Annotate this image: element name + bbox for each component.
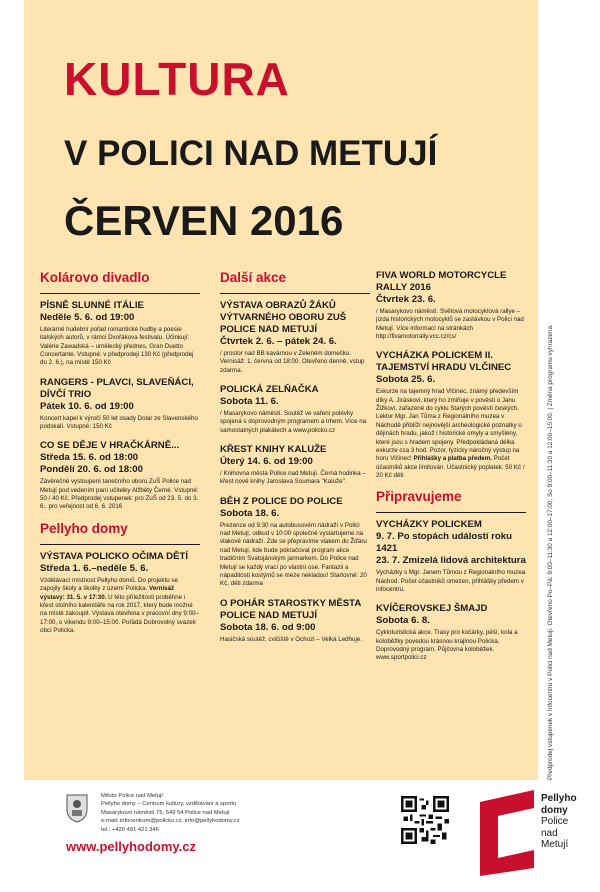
event-title: O POHÁR STAROSTKY MĚSTA POLICE NAD METUJÍ	[220, 597, 361, 621]
divider	[376, 512, 526, 513]
logo-line-bold: domy	[541, 804, 568, 816]
address-line: Pellyho domy – Centrum kultury, vzdělávání a sportu	[101, 801, 237, 808]
event-text-bold: Vernisáž výstavy: 31. 5. v 17:30.	[40, 585, 175, 601]
address-line: Masarykovo náměstí 75, 549 54 Police nad Metují	[101, 809, 230, 816]
event-title: KŘEST KNIHY KALUŽE	[220, 444, 327, 456]
event-text-part: Vzdělávací místnost Pellyho domů. Do projektu se zapojily školy a školky z území Policka.	[40, 576, 178, 593]
event-date: Čtvrtek 23. 6.	[376, 293, 436, 305]
event-text: Literárně hudební pořad romantické hudby a poesie italských autorů, v rámci Dvořákova festivalu. Účinkují: Valérie Zawadská – umělecký přednes, Gran Duetto Concertante. Vstupné: v předprodeji 130 Kč (předprodej do 2. 6.), na místě 150 Kč	[40, 325, 194, 367]
section-dalsi-akce: Další akce	[220, 270, 287, 285]
event-date: Čtvrtek 2. 6. – pátek 24. 6.	[220, 335, 337, 347]
town-crest-icon	[66, 793, 88, 823]
event-title: VYCHÁZKA POLICKEM II. TAJEMSTVÍ HRADU VLČINEC	[376, 350, 512, 374]
address-line: tel.: +420 491 421 346	[101, 826, 159, 833]
event-date: Neděle 5. 6. od 19:00	[40, 311, 135, 323]
divider	[220, 293, 370, 294]
event-text-part: Exkurze na tajemný hrad Vlčinec, známý především díky A. Jiráskovi, který ho zmiňuje v pověsti o Janu Žižkovi, zařazené do cyklu Starých pověstí českých. Lektor Mgr. Jan Tůma z Regionálního muzea v Náchodě přiblíží nejnovější archeologické poznatky o dějinách hradu, jakož i historické omyly a smyšleny, které jsou s hradem spojeny. Předpokládaná délka exkurze cca 3 hod. Pozor, fyzicky náročný výstup na horu Vlčinec!	[376, 388, 522, 463]
event-date: Středa 1. 6.–neděle 5. 6.	[40, 562, 149, 574]
column-3	[376, 270, 526, 672]
event-title: FIVA WORLD MOTORCYCLE RALLY 2016	[376, 270, 507, 293]
event-text: / Knihovna města Police nad Metují. Černá hodinka – křest nové knihy Jaroslava Soumara "Kaluže".	[220, 470, 366, 486]
event	[220, 598, 370, 644]
event	[376, 603, 526, 662]
divider	[40, 544, 200, 545]
title-month: ČERVEN 2016	[64, 197, 344, 244]
event-title: VÝSTAVA POLICKO OČIMA DĚTÍ	[40, 550, 188, 562]
event-text: Koncert kapel k výročí 50 let osady Dolar ze Slavenského podskalí. Vstupné: 150 Kč	[40, 414, 198, 431]
event-date-2: Pondělí 20. 6. od 18:00	[40, 464, 143, 476]
event-date: Sobota 6. 8.	[376, 615, 430, 627]
event-text	[376, 388, 526, 480]
event-text: Cykloturistická akce. Trasy pro kočárky, pěší, kola a koloběžky povedou krásnou krajinou Policka. Doprovodný program. Půjčovna koloběžek. www.sportpolici.cz	[376, 629, 518, 662]
logo-line	[541, 805, 577, 817]
logo-text	[541, 793, 577, 851]
website-link[interactable]: www.pellyhodomy.cz	[66, 839, 197, 854]
event-text-part: Počet účastníků akce limitován. Účastnický poplatek: 50 Kč / 20 Kč děti	[376, 455, 525, 479]
event-title: BĚH Z POLICE DO POLICE	[220, 495, 343, 507]
address-line: Město Police nad Metují	[101, 793, 163, 799]
event-text: Vycházky s Mgr. Janem Tůmou z Regionálního muzea Náchod. Počet účastníků omezen, přihlášky předem v infocentru.	[376, 569, 526, 593]
footer-address	[101, 792, 240, 834]
event-title: VYCHÁZKY POLICKEM	[376, 519, 482, 531]
event-date: Pátek 10. 6. od 19:00	[40, 400, 134, 412]
event-text: Hasičská soutěž, cvičiště v Ochozi – Velká Ledhuje.	[220, 635, 363, 643]
event-text: / Masarykovo náměstí. Soutěž ve vaření polévky spojená s doprovodným programem a trhem. Více na samostatných plakátech a www.policko.cz	[220, 409, 367, 434]
logo-line	[541, 793, 577, 805]
title-town: V POLICI NAD METUJÍ	[64, 134, 438, 173]
event-title: VÝSTAVA OBRAZŮ ŽÁKŮ VÝTVARNÉHO OBORU ZUŠ POLICE NAD METUJÍ	[220, 300, 347, 335]
event	[40, 440, 200, 511]
logo-line: Police	[541, 816, 569, 827]
logo-line: Metují	[541, 839, 569, 850]
event-date-2: 23. 7. Zmizelá lidová architektura	[376, 555, 526, 567]
section-kolarovo-divadlo: Kolárovo divadlo	[40, 270, 150, 285]
event-text: / prostor nad BB kavárnou v Zeleném domečku. Vernisáž: 1. června od 18:00. Otevřeno denně, vstup zdarma.	[220, 349, 365, 374]
divider	[40, 293, 200, 294]
event	[376, 519, 526, 594]
event-text: Závěrečné vystoupení tanečního oboru ZuŠ Police nad Metují pod vedením paní učitelky Alžběty Černé. Vstupné: 50 / 40 Kč. Předprodej vstupenek: pro ZuŠ od 23. 5. do 3. 6., pro veřejnost od 6. 6. 2016	[40, 478, 199, 511]
event-date: 9. 7. Po stopách událostí roku 1421	[376, 531, 512, 555]
section-pellyho-domy: Pellyho domy	[40, 520, 128, 536]
event-title: POLICKÁ ZELŇAČKA	[220, 384, 319, 396]
event-text	[40, 577, 200, 636]
column-1	[40, 270, 200, 644]
event	[40, 551, 200, 635]
event	[40, 377, 200, 432]
event-title: CO SE DĚJE V HRAČKÁRNĚ...	[40, 440, 180, 452]
event-date: Sobota 18. 6. od 9:00	[220, 621, 316, 633]
presale-vertical-note: Předprodej vstupenek v Infocentru v Polici nad Metují. Otevřeno Po–Pá: 9:00–11:30 a 12:00–17:00, So 9:00–11:30 a 12:00–15:00. | Změna programu vyhrazena.	[547, 324, 554, 780]
qr-code-icon[interactable]	[401, 796, 449, 844]
event-text: Prezence od 9:30 na autobusovém nádraží v Polici nad Metují, odkud v 10:00 společně vystartujeme na vlakové nádraží. Zde se přepravíme vlakem do Žďáru nad Metují, kde bude pokračovat program akce tradičním Svatojánským jarmarkem. Do Police nad Metují se každý vrací po vlastní ose. Fantazii a nápaditosti kostýmů se meze nekladou! Startovné: 20 Kč, děti zdarma	[220, 521, 367, 588]
event	[220, 444, 370, 487]
event	[220, 384, 370, 435]
address-line: e-mail: infocentrum@policko.cz, info@pellyhodomy.cz	[101, 818, 240, 825]
event-title: RANGERS - PLAVCI, SLAVEŇÁCI, DÍVČÍ TRIO	[40, 376, 194, 400]
title-kultura: KULTURA	[64, 53, 290, 105]
column-2	[220, 270, 370, 653]
section-pripravujeme: Připravujeme	[376, 489, 462, 505]
event	[40, 300, 200, 368]
event-text-part: U této příležitosti proběhne i křest stolního kalendáře na rok 2017, který bude možné na místě zakoupit. Výstava otevřena v pracovní dny 9:00–17:00, o víkendu 9:00–15:00. Pořádá Dobrovolný svazek obcí Policka.	[40, 593, 199, 634]
logo-line-bold: Pellyho	[541, 793, 577, 804]
event-text: / Masarykovo náměstí. Světová motocyklová rallye – jízda historických motocyklů se zastávkou v Polici nad Metují. Více informací na stránkách http://fivamotorrally.vcc.cz/cs/	[376, 307, 524, 341]
event-date: Sobota 18. 6.	[220, 507, 280, 519]
event-date: Úterý 14. 6. od 19:00	[220, 456, 313, 468]
event	[220, 300, 370, 375]
event-date: Středa 15. 6. od 18:00	[40, 452, 139, 464]
event	[220, 496, 370, 589]
event	[376, 350, 526, 480]
event-date: Sobota 25. 6.	[376, 374, 436, 386]
event	[376, 270, 526, 341]
event-title: PÍSNĚ SLUNNÉ ITÁLIE	[40, 300, 144, 311]
event-text-bold: Přihlášky a platba předem.	[413, 455, 492, 463]
event-date: Sobota 11. 6.	[220, 396, 279, 407]
event-title: KVÍČEROVSKEJ ŠMAJD	[376, 603, 488, 615]
logo-line: nad	[541, 827, 558, 839]
